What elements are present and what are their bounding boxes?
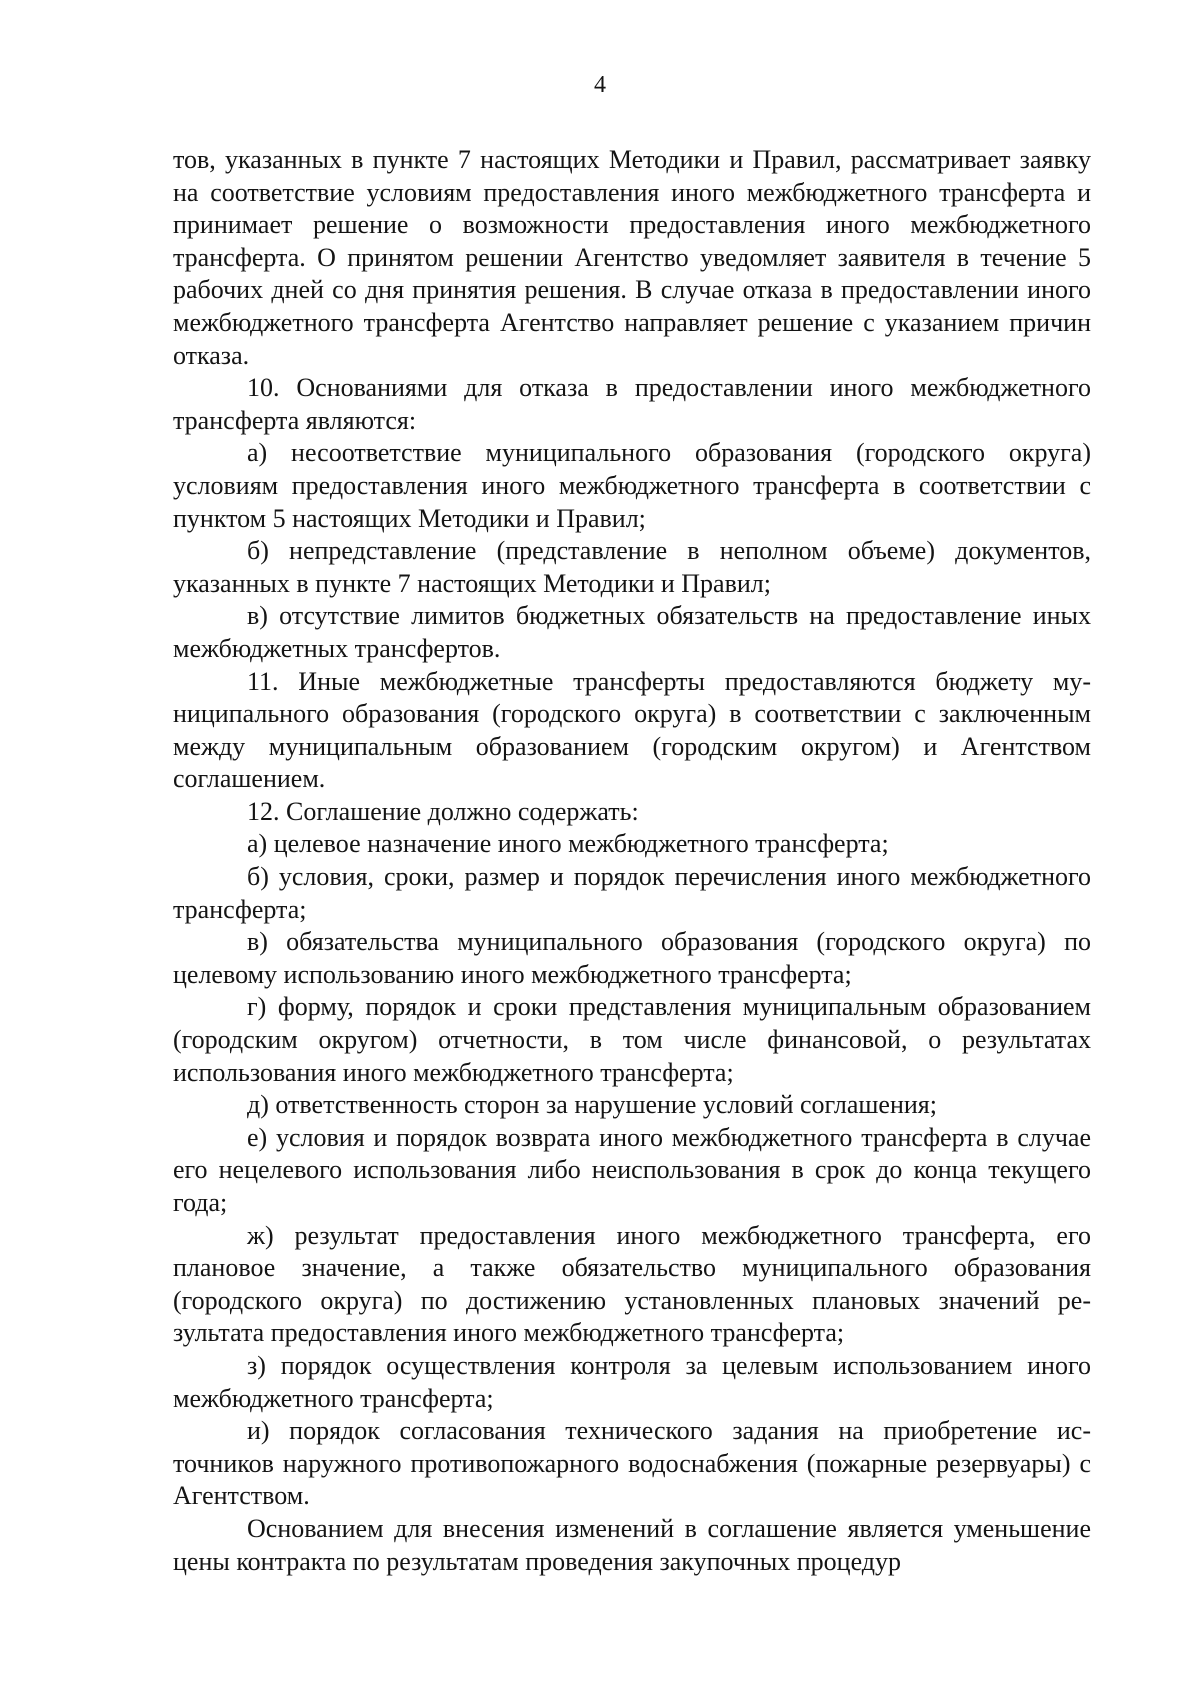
paragraph: Основанием для внесения изменений в соглашение является уменьшение цены контракта по результатам проведения закупочных процедур: [173, 1513, 1091, 1576]
paragraph: и) порядок согласования технического задания на приобретение источников наружного противопожарного водоснабжения (пожарные резервуары) с Агентством.: [173, 1416, 1091, 1511]
paragraph: д) ответственность сторон за нарушение условий соглашения;: [247, 1090, 937, 1120]
paragraph: в) обязательства муниципального образования (городского округа) по целевому использованию иного межбюджетного трансферта;: [173, 927, 1091, 989]
paragraph: а) несоответствие муниципального образования (городского округа) условиям предоставления иного межбюджетного трансферта в соответствии с пунктом 5 настоящих Методики и Правил;: [173, 438, 1091, 533]
paragraph: 12. Соглашение должно содержать:: [247, 796, 639, 826]
paragraph: в) отсутствие лимитов бюджетных обязательств на предоставление иных межбюджетных трансфертов.: [173, 601, 1091, 663]
paragraph: тов, указанных в пункте 7 настоящих Методики и Правил, рассматривает заявку на соответствие условиям предоставления иного межбюджетного трансферта и принимает решение о возможности предоставления иного межбюджетного трансферта. О принятом решении Агентство уведомляет заявителя в течение 5 рабочих дней со дня принятия решения. В случае отказа в предоставлении иного межбюджетного трансферта Агентство направляет решение с указанием причин отказа.: [173, 145, 1091, 370]
paragraph: а) целевое назначение иного межбюджетного трансферта;: [247, 829, 889, 859]
paragraph: ж) результат предоставления иного межбюджетного трансферта, его плановое значение, а также обязательство муниципального образования (городского округа) по достижению установленных плановых значений результата предоставления иного межбюджетного трансферта;: [173, 1220, 1091, 1348]
page-number: 4: [594, 72, 606, 98]
document-body: [173, 144, 1091, 1578]
paragraph: 11. Иные межбюджетные трансферты предоставляются бюджету муниципального образования (городского округа) в соответствии с заключенным между муниципальным образованием (городским округом) и Агентством соглашением.: [173, 666, 1091, 794]
paragraph: г) форму, порядок и сроки представления муниципальным образованием (городским округом) отчетности, в том числе финансовой, о результатах использования иного межбюджетного трансферта;: [173, 992, 1091, 1087]
paragraph: з) порядок осуществления контроля за целевым использованием иного межбюджетного трансферта;: [173, 1350, 1091, 1413]
paragraph: е) условия и порядок возврата иного межбюджетного трансферта в случае его нецелевого использования либо неиспользования в срок до конца текущего года;: [173, 1122, 1091, 1217]
paragraph: 10. Основаниями для отказа в предоставлении иного межбюджетного трансферта являются:: [173, 373, 1091, 435]
paragraph: б) условия, сроки, размер и порядок перечисления иного межбюджетного трансферта;: [173, 862, 1091, 924]
paragraph: б) непредставление (представление в неполном объеме) документов, указанных в пункте 7 настоящих Методики и Правил;: [173, 536, 1091, 598]
